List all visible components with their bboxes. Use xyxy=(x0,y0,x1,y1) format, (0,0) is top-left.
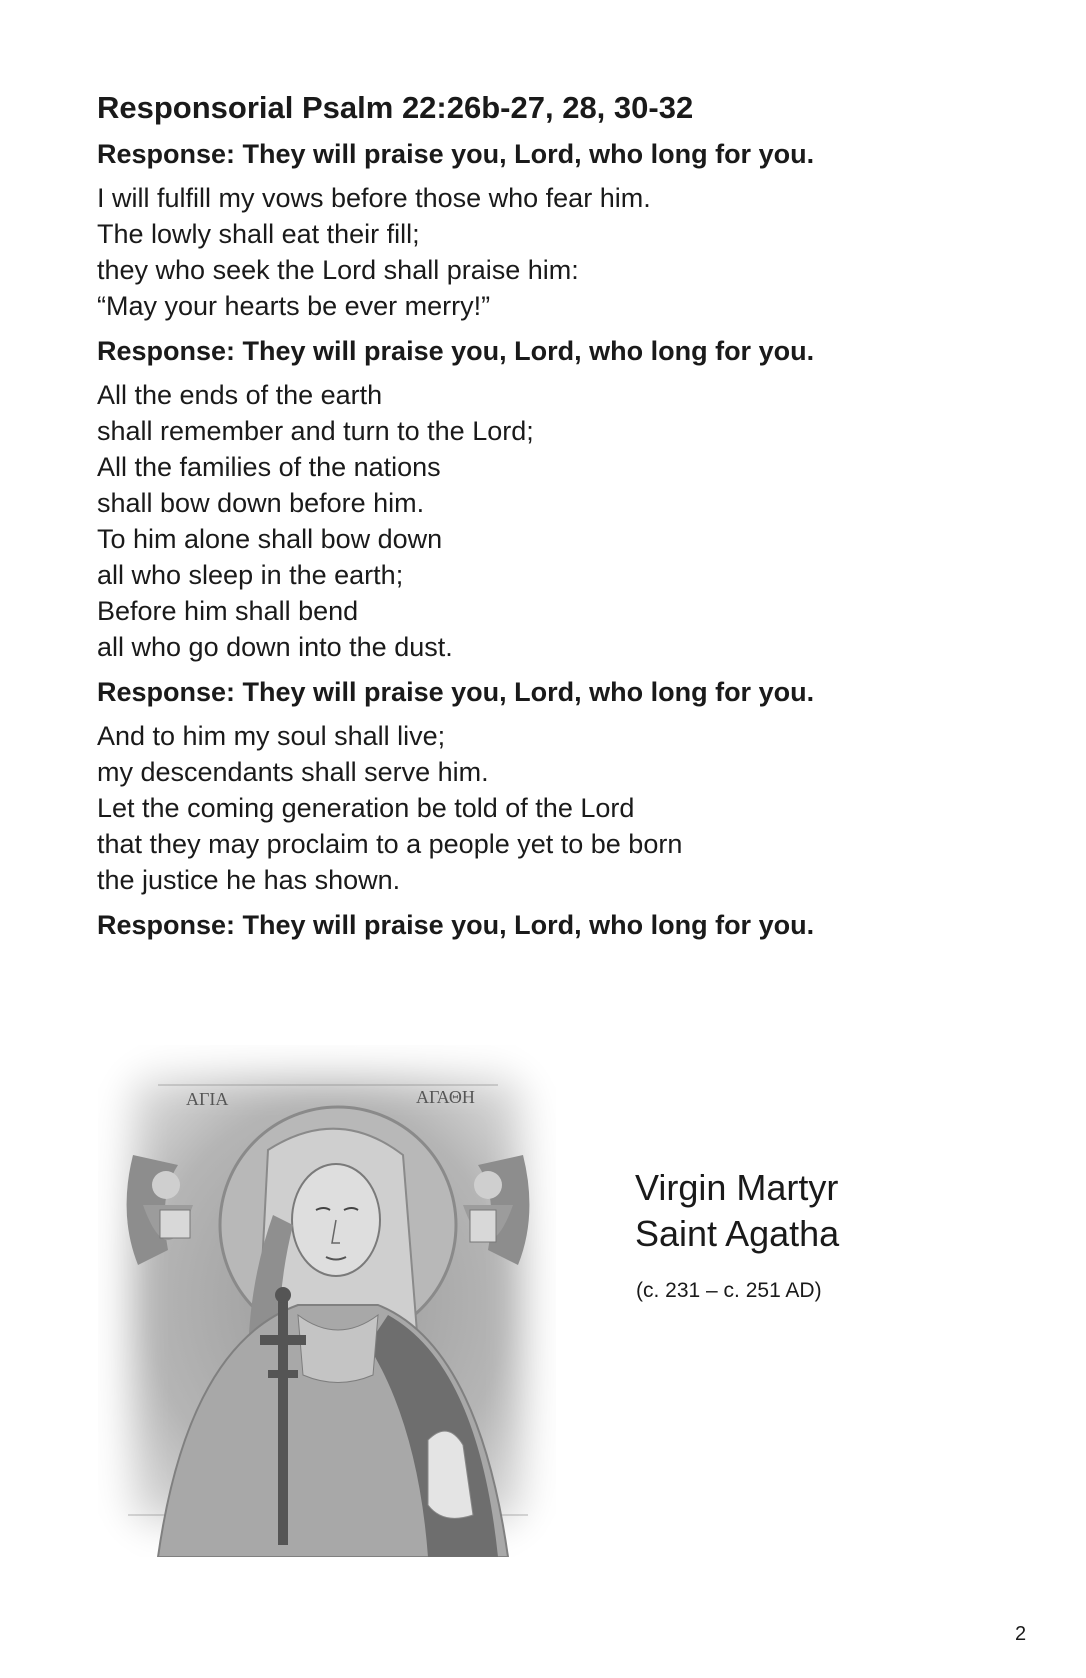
stanza-2 xyxy=(97,377,997,665)
stanza-line: Before him shall bend xyxy=(97,596,359,626)
saint-name-line2: Saint Agatha xyxy=(635,1213,840,1254)
stanza-line: Let the coming generation be told of the Lord xyxy=(97,793,635,823)
stanza-line: my descendants shall serve him. xyxy=(97,757,489,787)
stanza-1 xyxy=(97,180,997,324)
saint-agatha-icon-image xyxy=(98,1045,556,1557)
stanza-line: that they may proclaim to a people yet to be born xyxy=(97,829,683,859)
stanza-line: All the families of the nations xyxy=(97,452,441,482)
icon-illustration xyxy=(98,1045,556,1557)
stanza-line: And to him my soul shall live; xyxy=(97,721,446,751)
psalm-title: Responsorial Psalm 22:26b-27, 28, 30-32 xyxy=(97,90,694,125)
stanza-line: they who seek the Lord shall praise him: xyxy=(97,255,579,285)
stanza-line: all who go down into the dust. xyxy=(97,632,453,662)
stanza-line: all who sleep in the earth; xyxy=(97,560,404,590)
angel-right xyxy=(463,1155,529,1265)
angel-left xyxy=(127,1155,193,1265)
response-line: Response: They will praise you, Lord, who long for you. xyxy=(97,910,815,940)
psalm-section xyxy=(97,88,997,951)
saint-name-line1: Virgin Martyr xyxy=(635,1167,839,1208)
inscription-right: ΑΓΑΘΗ xyxy=(416,1087,475,1107)
response-line: Response: They will praise you, Lord, who long for you. xyxy=(97,139,815,169)
stanza-line: the justice he has shown. xyxy=(97,865,401,895)
stanza-line: shall remember and turn to the Lord; xyxy=(97,416,534,446)
stanza-line: shall bow down before him. xyxy=(97,488,425,518)
stanza-line: “May your hearts be ever merry!” xyxy=(97,291,491,321)
page-number: 2 xyxy=(1015,1623,1027,1645)
stanza-line: The lowly shall eat their fill; xyxy=(97,219,420,249)
stanza-line: To him alone shall bow down xyxy=(97,524,443,554)
response-line: Response: They will praise you, Lord, who long for you. xyxy=(97,336,815,366)
stanza-3 xyxy=(97,718,997,898)
saint-dates: (c. 231 – c. 251 AD) xyxy=(636,1279,822,1302)
response-line: Response: They will praise you, Lord, who long for you. xyxy=(97,677,815,707)
stanza-line: All the ends of the earth xyxy=(97,380,383,410)
inscription-left: ΑΓΙΑ xyxy=(186,1089,229,1109)
stanza-line: I will fulfill my vows before those who fear him. xyxy=(97,183,651,213)
saint-name xyxy=(635,1165,1035,1257)
